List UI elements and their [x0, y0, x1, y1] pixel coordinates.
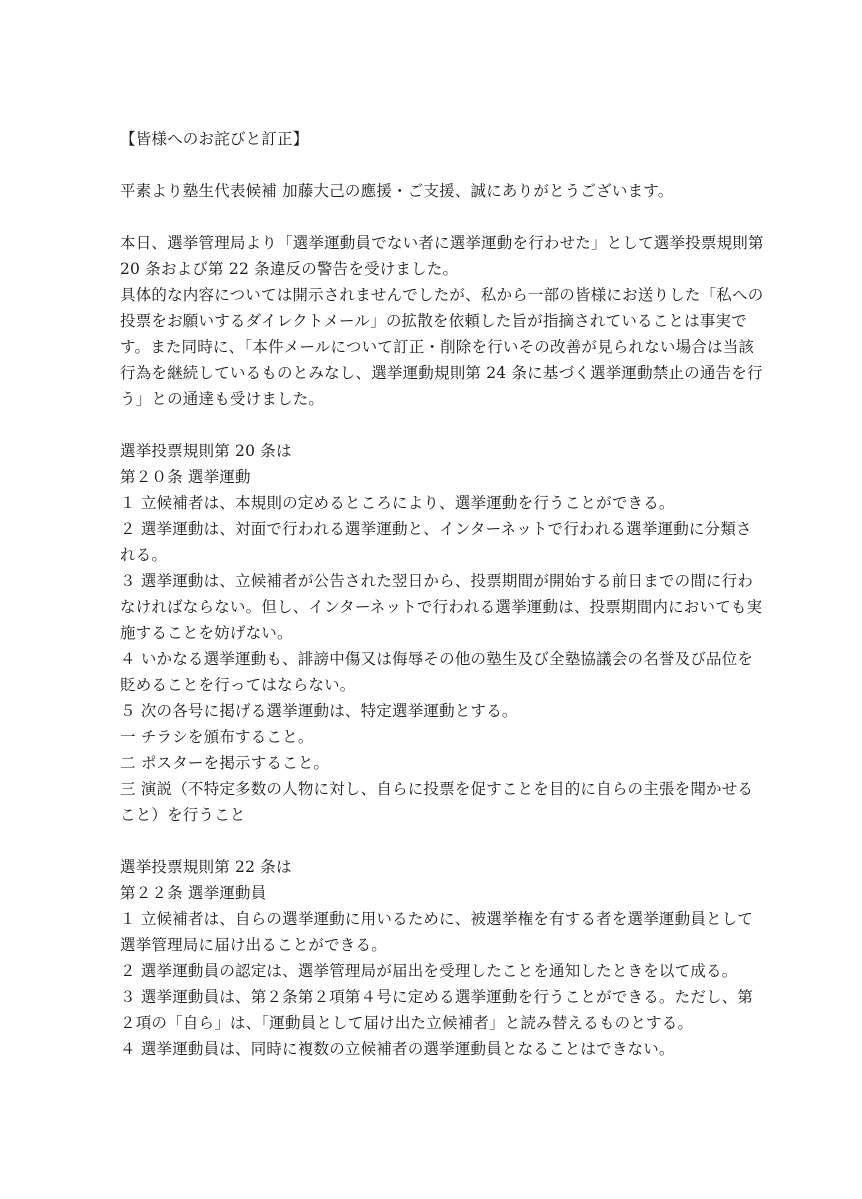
intro-line: 20 条および第 22 条違反の警告を受けました。: [120, 260, 459, 278]
article-22-line: ２ 選挙運動員の認定は、選挙管理局が届出を受理したことを通知したときを以て成る。: [120, 962, 738, 980]
intro-line: 本日、選挙管理局より「選挙運動員でない者に選挙運動を行わせた」として選挙投票規則第: [120, 234, 764, 252]
article-20-line: ４ いかなる選挙運動も、誹謗中傷又は侮辱その他の塾生及び全塾協議会の名誉及び品位を: [120, 650, 754, 668]
article-20-section: [120, 438, 763, 828]
article-20-line: 二 ポスターを掲示すること。: [120, 754, 330, 772]
article-20-line: れる。: [120, 546, 168, 564]
article-22-line: ３ 選挙運動員は、第２条第２項第４号に定める選挙運動を行うことができる。ただし、第: [120, 988, 754, 1006]
intro-line: す。また同時に、「本件メールについて訂正・削除を行いその改善が見られない場合は当該: [120, 338, 755, 356]
article-20-line: ５ 次の各号に掲げる選挙運動は、特定選挙運動とする。: [120, 702, 518, 720]
article-20-intro: 選挙投票規則第 20 条は: [120, 442, 292, 460]
article-20-line: 一 チラシを頒布すること。: [120, 728, 314, 746]
document-heading: 【皆様へのお詫びと訂正】: [120, 130, 309, 148]
intro-paragraph: [120, 230, 764, 412]
document-body: [120, 126, 764, 1062]
article-20-line: なければならない。但し、インターネットで行われる選挙運動は、投票期間内においても実: [120, 598, 763, 616]
article-20-line: 施することを妨げない。: [120, 624, 293, 642]
intro-line: 具体的な内容については開示されませんでしたが、私から一部の皆様にお送りした「私への: [120, 286, 764, 304]
article-22-intro: 選挙投票規則第 22 条は: [120, 858, 292, 876]
article-22-line: ４ 選挙運動員は、同時に複数の立候補者の選挙運動員となることはできない。: [120, 1040, 675, 1058]
article-20-line: ２ 選挙運動は、対面で行われる選挙運動と、インターネットで行われる選挙運動に分類さ: [120, 520, 752, 538]
article-20-line: こと）を行うこと: [120, 806, 246, 824]
article-20-line: １ 立候補者は、本規則の定めるところにより、選挙運動を行うことができる。: [120, 494, 675, 512]
article-20-line: 三 演説（不特定多数の人物に対し、自らに投票を促すことを目的に自らの主張を聞かせる: [120, 780, 754, 798]
intro-line: う」との通達も受けました。: [120, 390, 325, 408]
article-22-section: [120, 854, 760, 1062]
article-20-line: 貶めることを行ってはならない。: [120, 676, 356, 694]
intro-line: 投票をお願いするダイレクトメール」の拡散を依頼した旨が指摘されていることは事実で: [120, 312, 747, 330]
article-20-line: ３ 選挙運動は、立候補者が公告された翌日から、投票期間が開始する前日までの間に行わ: [120, 572, 754, 590]
article-22-line: １ 立候補者は、自らの選挙運動に用いるために、被選挙権を有する者を選挙運動員として: [120, 910, 754, 928]
greeting-line: 平素より塾生代表候補 加藤大己の應援・ご支援、誠にありがとうございます。: [120, 182, 674, 200]
intro-line: 行為を継続しているものとみなし、選挙運動規則第 24 条に基づく選挙運動禁止の通告を行: [120, 364, 763, 382]
article-22-line: ２項の「自ら」は、「運動員として届け出た立候補者」と読み替えるものとする。: [120, 1014, 694, 1032]
article-22-line: 選挙管理局に届け出ることができる。: [120, 936, 387, 954]
article-22-title: 第２２条 選挙運動員: [120, 884, 267, 902]
article-20-title: 第２０条 選挙運動: [120, 468, 251, 486]
